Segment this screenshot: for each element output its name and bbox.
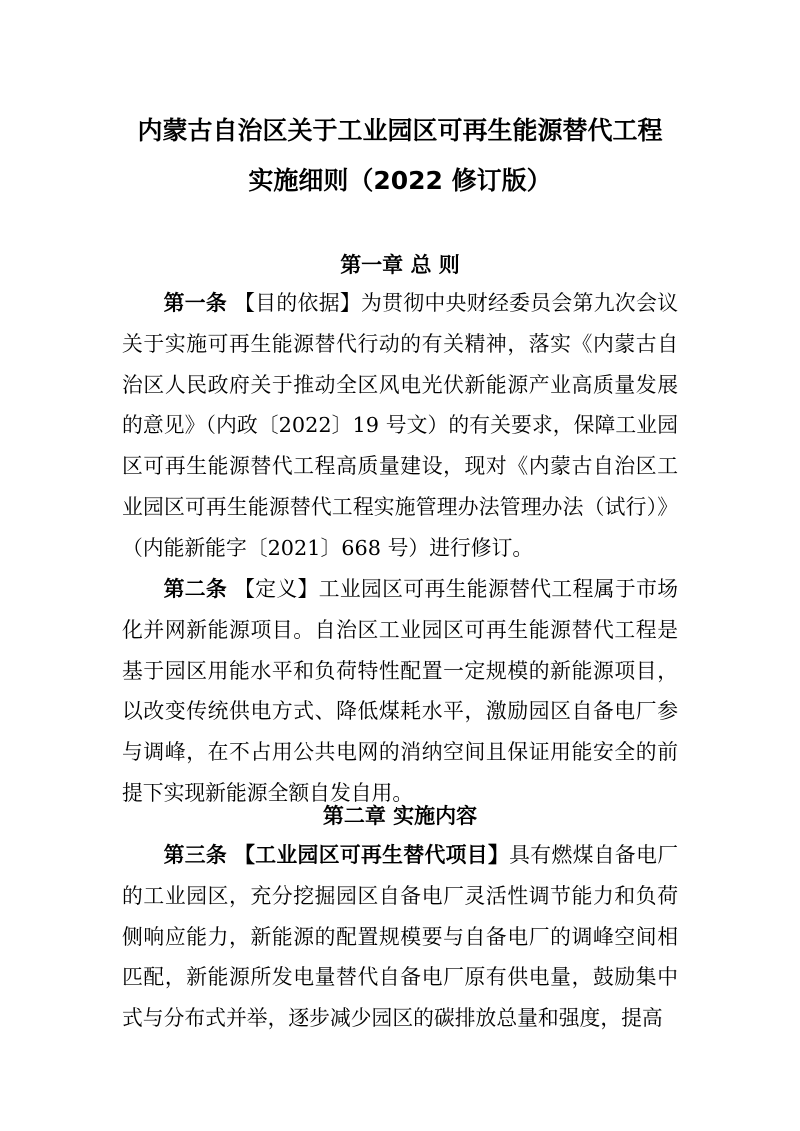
chapter-heading-1: 第一章 总 则 <box>340 252 460 277</box>
document-title-line-2: 实施细则（2022 修订版） <box>248 166 552 195</box>
article-2 <box>122 569 678 814</box>
article-tag: 【工业园区可再生替代项目】 <box>234 842 510 867</box>
article-body: 具有燃煤自备电厂的工业园区，充分挖掘园区自备电厂灵活性调节能力和负荷侧响应能力，新能源的配置规模要与自备电厂的调峰空间相匹配，新能源所发电量替代自备电厂原有供电量，鼓励集中式与分布式并举，逐步减少园区的碳排放总量和强度，提高 <box>122 843 679 1031</box>
article-number: 第一条 <box>163 290 228 315</box>
article-3 <box>122 835 678 1039</box>
article-tag: 【目的依据】 <box>234 291 362 315</box>
article-number: 第三条 <box>163 842 228 867</box>
article-number: 第二条 <box>163 576 228 601</box>
document-title-line-1: 内蒙古自治区关于工业园区可再生能源替代工程 <box>137 116 663 145</box>
chapter-heading-2: 第二章 实施内容 <box>322 803 478 828</box>
article-body: 工业园区可再生能源替代工程属于市场化并网新能源项目。自治区工业园区可再生能源替代工程是基于园区用能水平和负荷特性配置一定规模的新能源项目，以改变传统供电方式、降低煤耗水平，激励园区自备电厂参与调峰，在不占用公共电网的消纳空间且保证用能安全的前提下实现新能源全额自发自用。 <box>122 577 679 805</box>
article-tag: 【定义】 <box>234 577 319 601</box>
article-body: 为贯彻中央财经委员会第九次会议关于实施可再生能源替代行动的有关精神，落实《内蒙古自治区人民政府关于推动全区风电光伏新能源产业高质量发展的意见》（内政〔2022〕19 号文）的有关要求，保障工业园区可再生能源替代工程高质量建设，现对《内蒙古自治区工业园区可再生能源替代工程实施管理办法管理办法（试行）》（内能新能字〔2021〕668 号）进行修订。 <box>122 291 679 560</box>
article-1 <box>122 283 678 569</box>
